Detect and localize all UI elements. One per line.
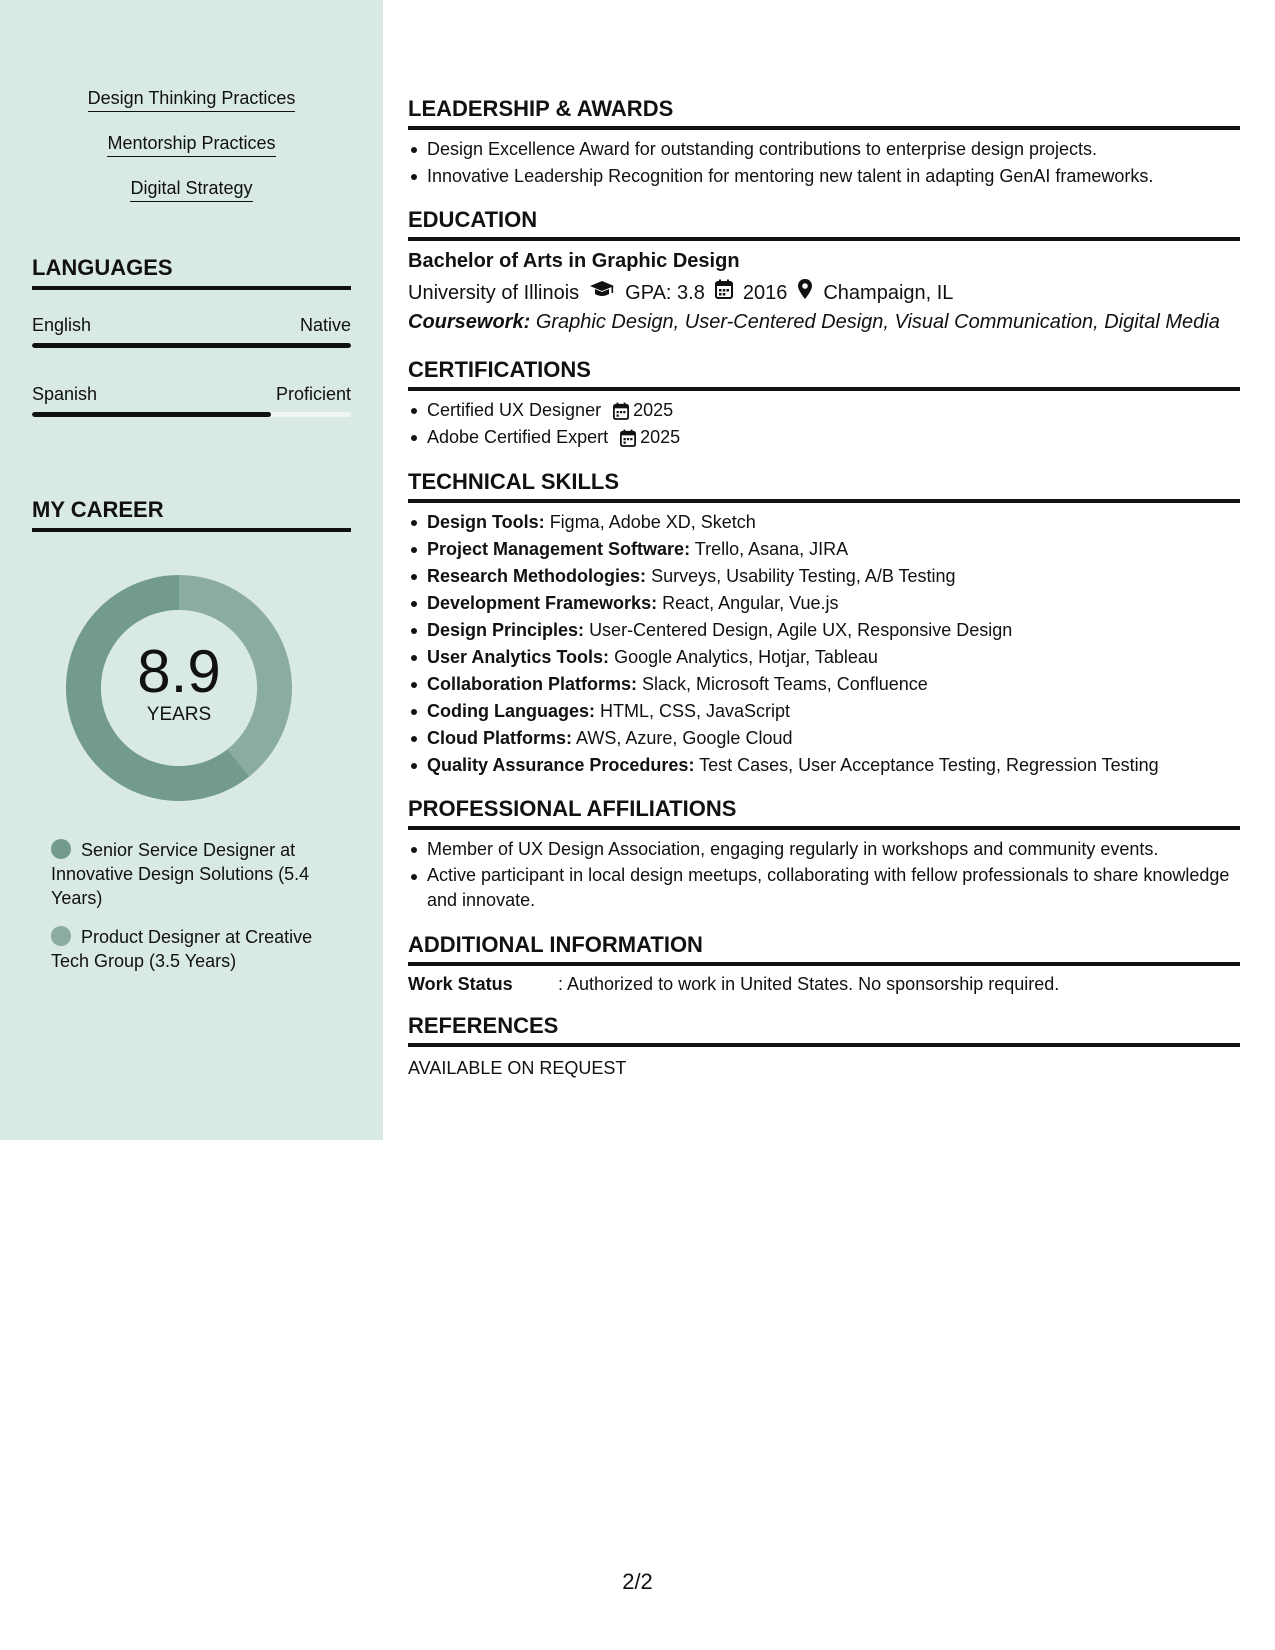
skill-category: Design Tools: (427, 512, 545, 532)
references-heading: REFERENCES (408, 1012, 1240, 1047)
technical-skills-list (427, 509, 1237, 779)
skill-category: Development Frameworks: (427, 593, 658, 613)
skill-values: Slack, Microsoft Teams, Confluence (642, 674, 928, 694)
certifications-heading: CERTIFICATIONS (408, 356, 1240, 391)
skill-values: Google Analytics, Hotjar, Tableau (614, 647, 878, 667)
language-name: English (32, 315, 92, 335)
calendar-icon (620, 429, 636, 447)
list-item (427, 752, 1237, 779)
skill-values: AWS, Azure, Google Cloud (576, 728, 793, 748)
skill-tag: Mentorship Practices (107, 131, 275, 157)
school-location: Champaign, IL (823, 281, 954, 304)
certifications-list (427, 397, 1237, 451)
language-bar (32, 412, 351, 417)
list-item (427, 698, 1237, 725)
list-item (427, 617, 1237, 644)
career-total-unit: YEARS (146, 704, 212, 725)
leadership-heading: LEADERSHIP & AWARDS (408, 95, 1240, 130)
work-status-value: : Authorized to work in United States. No sponsorship required. (558, 974, 1060, 994)
language-level: Native (299, 315, 351, 335)
skill-category: Project Management Software: (427, 539, 691, 559)
list-item (427, 424, 1237, 451)
list-item (427, 644, 1237, 671)
list-item (427, 725, 1237, 752)
list-item (427, 397, 1237, 424)
certification-name: Certified UX Designer (427, 400, 602, 420)
school-name: University of Illinois (408, 281, 580, 304)
work-status-row (408, 972, 1059, 996)
language-name: Spanish (32, 384, 98, 404)
additional-info-heading: ADDITIONAL INFORMATION (408, 931, 1240, 966)
coursework-label: Coursework: (408, 311, 531, 333)
skill-category: Research Methodologies: (427, 566, 647, 586)
language-bar-fill (32, 343, 351, 348)
list-item (427, 590, 1237, 617)
skill-values: Test Cases, User Acceptance Testing, Regression Testing (699, 755, 1159, 775)
skill-values: HTML, CSS, JavaScript (600, 701, 791, 721)
work-status-label: Work Status (408, 974, 513, 994)
skill-category: Collaboration Platforms: (427, 674, 638, 694)
skill-category: Coding Languages: (427, 701, 595, 721)
location-pin-icon (797, 278, 813, 307)
list-item: Active participant in local design meetups, collaborating with fellow professionals to share knowledge and innovate. (427, 863, 1237, 913)
language-row (32, 383, 351, 405)
career-item (51, 925, 341, 973)
skill-values: Surveys, Usability Testing, A/B Testing (651, 566, 956, 586)
calendar-icon (613, 402, 629, 420)
skill-category: Design Principles: (427, 620, 585, 640)
graduation-year: 2016 (742, 281, 788, 304)
skill-values: Trello, Asana, JIRA (694, 539, 849, 559)
calendar-icon (715, 279, 733, 306)
list-item (427, 671, 1237, 698)
list-item (427, 563, 1237, 590)
skill-category: Cloud Platforms: (427, 728, 573, 748)
career-item (51, 838, 341, 910)
language-row (32, 314, 351, 336)
skill-values: User-Centered Design, Agile UX, Responsive Design (589, 620, 1013, 640)
donut-center (66, 575, 292, 801)
certification-year: 2025 (640, 427, 681, 447)
affiliations-list (427, 836, 1237, 913)
career-heading: MY CAREER (32, 496, 351, 532)
career-item-label: Senior Service Designer at Innovative Design Solutions (5.4 Years) (51, 840, 310, 908)
sidebar (0, 0, 383, 1140)
language-level: Proficient (275, 384, 351, 404)
page-number: 2/2 (622, 1569, 653, 1594)
technical-skills-heading: TECHNICAL SKILLS (408, 468, 1240, 503)
skill-category: Quality Assurance Procedures: (427, 755, 695, 775)
legend-dot (51, 926, 71, 946)
degree-title: Bachelor of Arts in Graphic Design (408, 250, 740, 272)
coursework-list: Graphic Design, User-Centered Design, Visual Communication, Digital Media (535, 311, 1220, 333)
list-item: Design Excellence Award for outstanding contributions to enterprise design projects. (427, 136, 1237, 163)
skill-values: Figma, Adobe XD, Sketch (549, 512, 756, 532)
language-bar-fill (32, 412, 271, 417)
skill-tags (0, 86, 383, 221)
skill-tag: Digital Strategy (130, 176, 252, 202)
certification-year: 2025 (633, 400, 674, 420)
career-item-label: Product Designer at Creative Tech Group (3.5 Years) (51, 927, 313, 971)
graduation-cap-icon (589, 279, 615, 306)
affiliations-heading: PROFESSIONAL AFFILIATIONS (408, 795, 1240, 830)
skill-values: React, Angular, Vue.js (662, 593, 839, 613)
list-item (427, 536, 1237, 563)
languages-heading: LANGUAGES (32, 254, 351, 290)
coursework (408, 309, 1220, 335)
list-item: Innovative Leadership Recognition for mentoring new talent in adapting GenAI frameworks. (427, 163, 1237, 190)
leadership-list (427, 136, 1237, 190)
gpa: GPA: 3.8 (625, 281, 705, 304)
list-item (427, 509, 1237, 536)
education-details (408, 278, 953, 307)
skill-tag: Design Thinking Practices (88, 86, 296, 112)
references-text: AVAILABLE ON REQUEST (408, 1058, 627, 1078)
certification-name: Adobe Certified Expert (427, 427, 609, 447)
education-heading: EDUCATION (408, 206, 1240, 241)
legend-dot (51, 839, 71, 859)
career-total-value: 8.9 (137, 638, 221, 705)
skill-category: User Analytics Tools: (427, 647, 610, 667)
language-bar (32, 343, 351, 348)
career-donut-chart (66, 575, 292, 801)
list-item: Member of UX Design Association, engaging regularly in workshops and community events. (427, 836, 1237, 863)
